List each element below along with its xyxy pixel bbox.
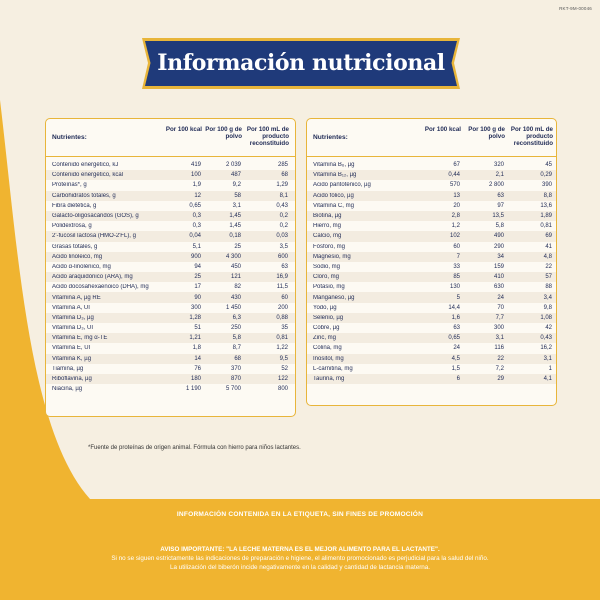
cell-nutrient: L-carnitina, mg — [313, 365, 353, 372]
cell-nutrient: 2'-fucosil lactosa (HMO-2'FL), g — [52, 233, 136, 240]
cell-per-100-kcal: 102 — [449, 233, 460, 240]
table-row — [46, 292, 295, 302]
cell-per-100-ml: 0,2 — [279, 213, 288, 220]
cell-per-100-kcal: 4,5 — [451, 355, 460, 362]
cell-per-100-kcal: 1,28 — [189, 314, 201, 321]
cell-per-100-ml: 1 — [548, 365, 552, 372]
cell-per-100-kcal: 20 — [453, 202, 460, 209]
product-code: RKT-9M-00046 — [559, 6, 592, 11]
cell-per-100-ml: 13,6 — [540, 202, 552, 209]
table-row — [46, 211, 295, 221]
cell-per-100-g: 300 — [493, 325, 504, 332]
table-row — [46, 374, 295, 384]
info-label: INFORMACIÓN CONTENIDA EN LA ETIQUETA, SIN FINES DE PROMOCIÓN — [176, 511, 424, 518]
cell-per-100-ml: 0,43 — [276, 202, 288, 209]
cell-per-100-kcal: 0,04 — [189, 233, 201, 240]
cell-per-100-g: 9,2 — [232, 182, 241, 189]
cell-per-100-kcal: 1,8 — [192, 345, 201, 352]
cell-per-100-ml: 35 — [281, 325, 288, 332]
cell-per-100-kcal: 24 — [453, 345, 460, 352]
cell-nutrient: Ácido pantoténico, µg — [313, 182, 371, 189]
cell-per-100-ml: 9,5 — [279, 355, 288, 362]
cell-per-100-kcal: 100 — [190, 172, 201, 179]
cell-per-100-ml: 45 — [545, 162, 552, 169]
cell-per-100-g: 58 — [234, 192, 241, 199]
cell-per-100-kcal: 14,4 — [448, 304, 460, 311]
cell-nutrient: Ácido docosahexaenoico (DHA), mg — [52, 284, 149, 291]
table-row — [46, 333, 295, 343]
cell-per-100-g: 116 — [494, 345, 504, 352]
table-row — [307, 323, 556, 333]
table-row — [307, 354, 556, 364]
cell-per-100-kcal: 14 — [194, 355, 201, 362]
cell-per-100-kcal: 25 — [194, 274, 201, 281]
cell-nutrient: Potasio, mg — [313, 284, 345, 291]
cell-per-100-kcal: 1,6 — [451, 314, 460, 321]
cell-nutrient: Colina, mg — [313, 345, 342, 352]
cell-nutrient: Vitamina C, mg — [313, 202, 354, 209]
cell-per-100-ml: 8,1 — [279, 192, 288, 199]
table-row — [307, 333, 556, 343]
table-row — [307, 262, 556, 272]
cell-per-100-ml: 22 — [545, 263, 552, 270]
cell-per-100-g: 490 — [493, 233, 504, 240]
cell-per-100-kcal: 90 — [194, 294, 201, 301]
cell-nutrient: Contenido energético, kJ — [52, 162, 119, 169]
cell-nutrient: Contenido energético, kcal — [52, 172, 124, 179]
cell-nutrient: Vitamina D₃, µg — [52, 314, 94, 321]
cell-per-100-g: 320 — [493, 162, 504, 169]
table-row — [46, 201, 295, 211]
table-header — [46, 119, 295, 157]
table-row — [46, 354, 295, 364]
table-row — [307, 201, 556, 211]
cell-per-100-g: 29 — [497, 376, 504, 383]
cell-per-100-kcal: 419 — [190, 162, 201, 169]
cell-per-100-ml: 69 — [545, 233, 552, 240]
header-per-100-kcal: Por 100 kcal — [165, 126, 202, 133]
cell-per-100-g: 2 039 — [225, 162, 241, 169]
cell-per-100-g: 4 300 — [225, 253, 241, 260]
cell-nutrient: Fibra dietética, g — [52, 202, 97, 209]
cell-per-100-g: 68 — [234, 355, 241, 362]
cell-per-100-g: 5 700 — [225, 386, 241, 393]
cell-nutrient: Vitamina D₃, UI — [52, 325, 94, 332]
table-row — [46, 170, 295, 180]
table-row — [307, 343, 556, 353]
table-row — [307, 211, 556, 221]
cell-nutrient: Manganeso, µg — [313, 294, 355, 301]
cell-per-100-kcal: 1,21 — [189, 335, 201, 342]
cell-nutrient: Sodio, mg — [313, 263, 341, 270]
cell-per-100-kcal: 12 — [194, 192, 201, 199]
cell-per-100-g: 13,5 — [492, 213, 504, 220]
cell-per-100-kcal: 6 — [456, 376, 460, 383]
cell-nutrient: Cobre, µg — [313, 325, 340, 332]
cell-per-100-ml: 285 — [277, 162, 288, 169]
header-per-100-ml: Por 100 mL de producto reconstituido — [510, 126, 553, 147]
cell-nutrient: Calcio, mg — [313, 233, 342, 240]
table-row — [46, 343, 295, 353]
cell-per-100-kcal: 180 — [190, 376, 201, 383]
cell-per-100-ml: 41 — [545, 243, 552, 250]
table-row — [307, 374, 556, 384]
cell-nutrient: Tiamina, µg — [52, 365, 84, 372]
table-row — [46, 160, 295, 170]
cell-per-100-kcal: 17 — [194, 284, 201, 291]
cell-nutrient: Vitamina A, µg RE — [52, 294, 101, 301]
table-body — [46, 157, 295, 394]
cell-per-100-kcal: 130 — [449, 284, 460, 291]
cell-nutrient: Proteínas*, g — [52, 182, 87, 189]
table-row — [46, 384, 295, 394]
table-row — [307, 180, 556, 190]
cell-per-100-kcal: 0,44 — [448, 172, 460, 179]
cell-per-100-kcal: 7 — [456, 253, 460, 260]
cell-nutrient: Selenio, µg — [313, 314, 344, 321]
header-nutrients: Nutrientes: — [313, 134, 348, 141]
cell-per-100-g: 6,3 — [232, 314, 241, 321]
cell-per-100-ml: 1,29 — [276, 182, 288, 189]
table-row — [46, 221, 295, 231]
cell-per-100-ml: 11,5 — [276, 284, 288, 291]
cell-per-100-ml: 9,8 — [543, 304, 552, 311]
table-row — [307, 160, 556, 170]
table-row — [307, 364, 556, 374]
cell-per-100-ml: 3,5 — [279, 243, 288, 250]
cell-per-100-g: 870 — [230, 376, 241, 383]
cell-per-100-g: 97 — [497, 202, 504, 209]
cell-per-100-kcal: 0,65 — [189, 202, 201, 209]
table-row — [46, 242, 295, 252]
cell-per-100-g: 5,8 — [495, 223, 504, 230]
cell-nutrient: Niacina, µg — [52, 386, 83, 393]
cell-per-100-ml: 88 — [545, 284, 552, 291]
nutrition-table-left — [45, 118, 296, 417]
cell-per-100-ml: 0,81 — [540, 223, 552, 230]
cell-per-100-ml: 63 — [281, 263, 288, 270]
cell-per-100-kcal: 60 — [453, 243, 460, 250]
cell-per-100-kcal: 570 — [449, 182, 460, 189]
cell-per-100-ml: 1,08 — [540, 314, 552, 321]
cell-per-100-ml: 68 — [281, 172, 288, 179]
cell-per-100-ml: 3,1 — [543, 355, 552, 362]
table-row — [307, 231, 556, 241]
cell-per-100-ml: 3,4 — [543, 294, 552, 301]
cell-per-100-g: 2 800 — [488, 182, 504, 189]
cell-nutrient: Inositol, mg — [313, 355, 344, 362]
table-row — [307, 282, 556, 292]
cell-per-100-g: 3,1 — [495, 335, 504, 342]
cell-per-100-g: 410 — [493, 274, 504, 281]
cell-per-100-ml: 390 — [541, 182, 552, 189]
header-per-100-kcal: Por 100 kcal — [424, 126, 461, 133]
header-per-100-ml: Por 100 mL de producto reconstituido — [246, 126, 289, 147]
cell-per-100-kcal: 76 — [194, 365, 201, 372]
cell-per-100-ml: 4,1 — [543, 376, 552, 383]
cell-per-100-g: 7,2 — [495, 365, 504, 372]
table-row — [307, 272, 556, 282]
table-row — [46, 313, 295, 323]
table-body — [307, 157, 556, 384]
cell-per-100-kcal: 13 — [453, 192, 460, 199]
cell-per-100-kcal: 5,1 — [192, 243, 201, 250]
cell-nutrient: Vitamina B₁₂, µg — [313, 172, 357, 179]
cell-per-100-kcal: 1,9 — [192, 182, 201, 189]
table-row — [46, 191, 295, 201]
cell-nutrient: Fósforo, mg — [313, 243, 346, 250]
table-row — [46, 272, 295, 282]
cell-per-100-ml: 1,89 — [540, 213, 552, 220]
cell-nutrient: Polidextrosa, g — [52, 223, 92, 230]
cell-per-100-kcal: 67 — [453, 162, 460, 169]
cell-nutrient: Carbohidratos totales, g — [52, 192, 116, 199]
cell-per-100-g: 22 — [497, 355, 504, 362]
cell-per-100-g: 290 — [493, 243, 504, 250]
cell-nutrient: Hierro, mg — [313, 223, 342, 230]
cell-per-100-g: 3,1 — [232, 202, 241, 209]
cell-nutrient: Ácido α-linolénico, mg — [52, 263, 111, 270]
cell-per-100-kcal: 0,3 — [192, 223, 201, 230]
cell-per-100-g: 487 — [230, 172, 241, 179]
cell-nutrient: Cloro, mg — [313, 274, 340, 281]
cell-per-100-kcal: 63 — [453, 325, 460, 332]
cell-per-100-ml: 0,29 — [540, 172, 552, 179]
table-row — [46, 323, 295, 333]
cell-per-100-kcal: 33 — [453, 263, 460, 270]
table-row — [46, 252, 295, 262]
warning-line-3: La utilización del biberón incide negativamente en la calidad y cantidad de lactancia materna. — [169, 563, 431, 571]
cell-nutrient: Galacto-oligosacáridos (GOS), g — [52, 213, 139, 220]
cell-per-100-g: 70 — [497, 304, 504, 311]
cell-per-100-ml: 60 — [281, 294, 288, 301]
cell-per-100-g: 7,7 — [495, 314, 504, 321]
cell-nutrient: Vitamina E, mg α-TE — [52, 335, 108, 342]
cell-per-100-ml: 42 — [545, 325, 552, 332]
table-row — [307, 292, 556, 302]
cell-per-100-g: 34 — [497, 253, 504, 260]
cell-per-100-kcal: 300 — [190, 304, 201, 311]
cell-nutrient: Vitamina E, UI — [52, 345, 91, 352]
cell-per-100-ml: 16,9 — [276, 274, 288, 281]
table-row — [307, 313, 556, 323]
warning-notice — [20, 546, 580, 572]
cell-per-100-ml: 200 — [277, 304, 288, 311]
cell-per-100-ml: 800 — [277, 386, 288, 393]
cell-per-100-ml: 8,8 — [543, 192, 552, 199]
cell-per-100-ml: 57 — [545, 274, 552, 281]
cell-per-100-g: 370 — [230, 365, 241, 372]
cell-nutrient: Riboflavina, µg — [52, 376, 92, 383]
table-row — [307, 303, 556, 313]
cell-per-100-ml: 0,43 — [540, 335, 552, 342]
cell-per-100-ml: 600 — [277, 253, 288, 260]
cell-per-100-ml: 0,88 — [276, 314, 288, 321]
table-row — [307, 221, 556, 231]
cell-per-100-ml: 122 — [277, 376, 288, 383]
cell-nutrient: Yodo, µg — [313, 304, 337, 311]
cell-per-100-g: 25 — [234, 243, 241, 250]
table-row — [307, 170, 556, 180]
cell-per-100-kcal: 51 — [194, 325, 201, 332]
cell-per-100-kcal: 1,2 — [451, 223, 460, 230]
cell-per-100-kcal: 94 — [194, 263, 201, 270]
table-row — [307, 252, 556, 262]
cell-per-100-g: 1,45 — [229, 213, 241, 220]
table-row — [307, 191, 556, 201]
warning-line-1: AVISO IMPORTANTE: "LA LECHE MATERNA ES EL MEJOR ALIMENTO PARA EL LACTANTE". — [160, 546, 440, 553]
header-per-100-g: Por 100 g de polvo — [468, 126, 505, 140]
cell-per-100-kcal: 1 190 — [185, 386, 201, 393]
cell-per-100-g: 430 — [230, 294, 241, 301]
cell-per-100-ml: 0,2 — [279, 223, 288, 230]
cell-nutrient: Vitamina A, UI — [52, 304, 90, 311]
cell-per-100-g: 63 — [497, 192, 504, 199]
warning-line-2: Si no se siguen estrictamente las indicaciones de preparación e higiene, el alimento promocionado es perjudicial para la salud del niño. — [111, 554, 489, 562]
cell-nutrient: Biotina, µg — [313, 213, 342, 220]
table-row — [46, 364, 295, 374]
cell-per-100-g: 0,18 — [229, 233, 241, 240]
cell-nutrient: Vitamina B₆, µg — [313, 162, 355, 169]
cell-per-100-kcal: 900 — [190, 253, 201, 260]
table-row — [46, 262, 295, 272]
cell-per-100-kcal: 5 — [456, 294, 460, 301]
cell-per-100-ml: 4,8 — [543, 253, 552, 260]
cell-nutrient: Zinc, mg — [313, 335, 337, 342]
table-header — [307, 119, 556, 157]
cell-per-100-kcal: 0,65 — [448, 335, 460, 342]
cell-nutrient: Vitamina K, µg — [52, 355, 92, 362]
table-row — [46, 231, 295, 241]
cell-per-100-kcal: 1,5 — [451, 365, 460, 372]
cell-per-100-ml: 52 — [281, 365, 288, 372]
cell-per-100-g: 250 — [230, 325, 241, 332]
cell-per-100-ml: 1,22 — [276, 345, 288, 352]
cell-per-100-g: 121 — [230, 274, 241, 281]
footnote: *Fuente de proteínas de origen animal. Fórmula con hierro para niños lactantes. — [88, 445, 301, 451]
cell-nutrient: Ácido linoleico, mg — [52, 253, 103, 260]
cell-nutrient: Ácido araquidónico (ARA), mg — [52, 274, 133, 281]
cell-per-100-g: 2,1 — [495, 172, 504, 179]
cell-per-100-g: 450 — [230, 263, 241, 270]
header-nutrients: Nutrientes: — [52, 134, 87, 141]
cell-per-100-kcal: 0,3 — [192, 213, 201, 220]
cell-per-100-g: 24 — [497, 294, 504, 301]
cell-per-100-g: 82 — [234, 284, 241, 291]
cell-nutrient: Magnesio, mg — [313, 253, 351, 260]
cell-nutrient: Grasas totales, g — [52, 243, 98, 250]
table-row — [46, 180, 295, 190]
cell-per-100-kcal: 2,8 — [451, 213, 460, 220]
header-per-100-g: Por 100 g de polvo — [205, 126, 242, 140]
cell-per-100-g: 159 — [493, 263, 504, 270]
cell-per-100-ml: 16,2 — [540, 345, 552, 352]
cell-per-100-g: 1 450 — [225, 304, 241, 311]
table-row — [46, 303, 295, 313]
cell-per-100-ml: 0,03 — [276, 233, 288, 240]
page-title: Información nutricional — [157, 50, 445, 76]
cell-per-100-g: 1,45 — [229, 223, 241, 230]
table-row — [307, 242, 556, 252]
nutrition-table-right — [306, 118, 557, 406]
cell-per-100-g: 8,7 — [232, 345, 241, 352]
cell-nutrient: Ácido fólico, µg — [313, 192, 354, 199]
title-banner — [136, 36, 466, 91]
cell-per-100-g: 630 — [493, 284, 504, 291]
cell-nutrient: Taurina, mg — [313, 376, 345, 383]
table-row — [46, 282, 295, 292]
cell-per-100-kcal: 85 — [453, 274, 460, 281]
cell-per-100-ml: 0,81 — [276, 335, 288, 342]
cell-per-100-g: 5,8 — [232, 335, 241, 342]
